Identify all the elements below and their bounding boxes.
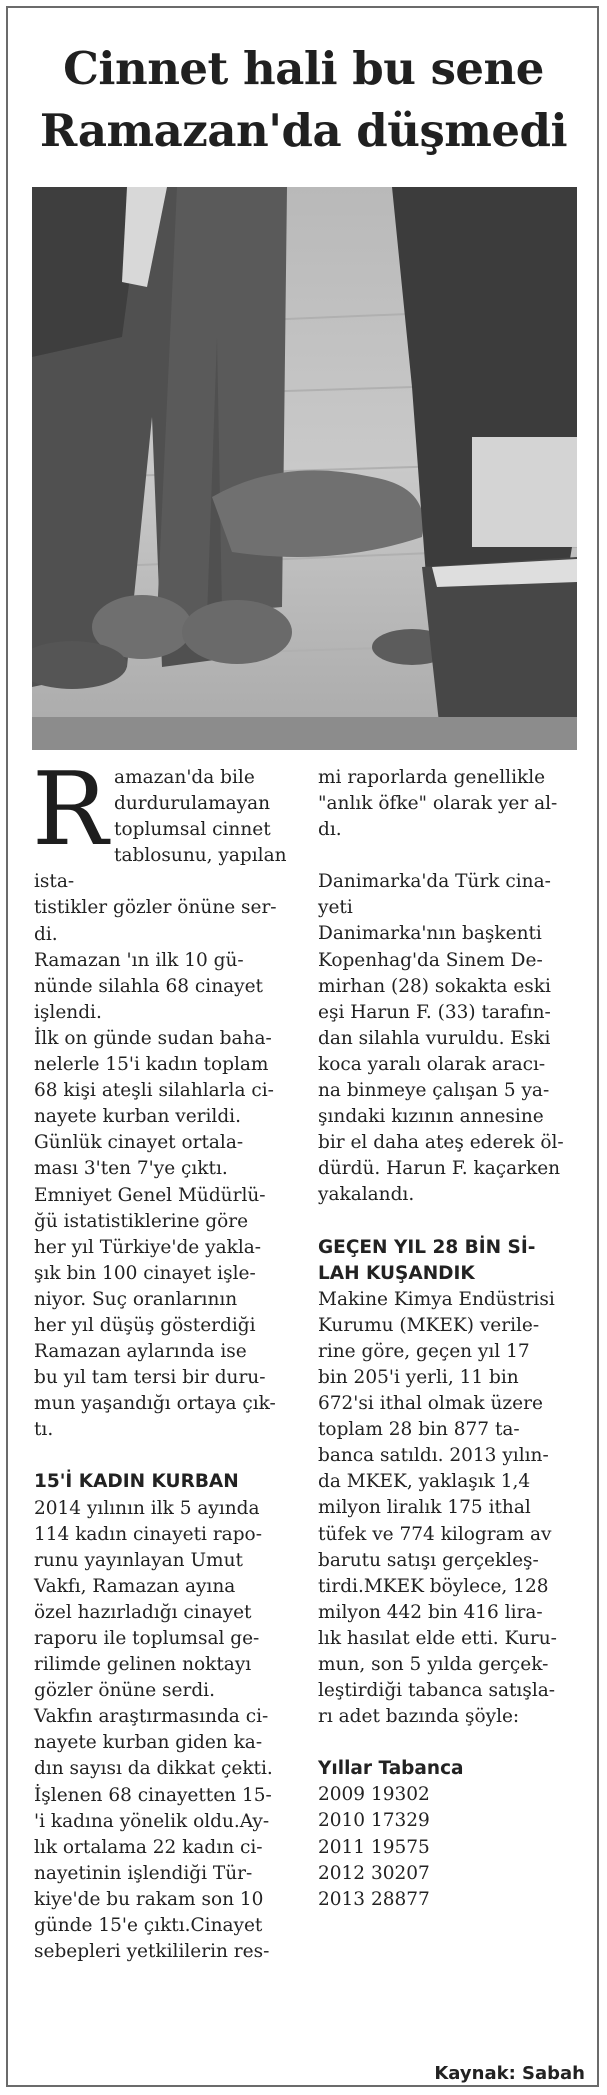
body-line: banca satıldı. 2013 yılın- [318, 1445, 549, 1467]
body-line: "anlık öfke" olarak yer al- [318, 793, 558, 815]
body-line: rı adet bazında şöyle: [318, 1706, 520, 1728]
table-row: 2013 28877 [318, 1888, 430, 1910]
body-line: 2014 yılının ilk 5 ayında [34, 1497, 260, 1519]
body-line: nayetinin işlendiği Tür- [34, 1862, 253, 1884]
body-line: eşi Harun F. (33) tarafın- [318, 1001, 551, 1023]
body-line: nayete kurban giden ka- [34, 1732, 263, 1754]
body-line: lık hasılat elde etti. Kuru- [318, 1627, 557, 1649]
body-line: 'i kadına yönelik oldu.Ay- [34, 1810, 270, 1832]
body-line: her yıl Türkiye'de yakla- [34, 1236, 262, 1258]
body-line: Kopenhag'da Sinem De- [318, 949, 543, 971]
body-line: runu yayınlayan Umut [34, 1549, 243, 1571]
body-line: dan silahla vuruldu. Eski [318, 1027, 551, 1049]
body-line: niyor. Suç oranlarının [34, 1288, 238, 1310]
body-line: amazan'da bile [114, 767, 255, 788]
body-line: durdurulamayan [114, 793, 271, 815]
body-line: bir el daha ateş ederek öl- [318, 1132, 564, 1154]
body-line: Vakfın araştırmasında ci- [34, 1706, 269, 1728]
body-line: İlk on günde sudan baha- [34, 1027, 272, 1049]
body-line: milyon liralık 175 ithal [318, 1497, 531, 1519]
body-line: ması 3'ten 7'ye çıktı. [34, 1158, 228, 1180]
body-line: gözler önüne serdi. [34, 1680, 215, 1702]
body-line: dı. [318, 819, 342, 841]
body-line: mirhan (28) sokakta eski [318, 975, 551, 997]
body-line: mun yaşandığı ortaya çık- [34, 1393, 276, 1415]
table-row: 2009 19302 [318, 1784, 430, 1806]
body-line: milyon 442 bin 416 lira- [318, 1601, 543, 1623]
body-line: mi raporlarda genellikle [318, 767, 546, 788]
headline-line-2: Ramazan'da düşmedi [39, 104, 568, 157]
body-line: tı. [34, 1419, 54, 1441]
body-line: di. [34, 923, 58, 945]
dropcap: R [32, 750, 109, 868]
body-line: Danimarka'nın başkenti [318, 923, 542, 945]
body-line: ğü istatistiklerine göre [34, 1210, 249, 1232]
body-line: Kurumu (MKEK) verile- [318, 1314, 540, 1336]
table-row: 2011 19575 [318, 1836, 430, 1858]
body-line: işlendi. [34, 1001, 102, 1023]
body-line: Vakfı, Ramazan ayına [34, 1575, 236, 1597]
body-line: rilimde gelinen noktayı [34, 1654, 252, 1676]
body-line: tablosunu, yapılan ista- [34, 845, 287, 893]
body-line: Ramazan aylarında ise [34, 1341, 247, 1363]
body-line: koca yaralı olarak aracı- [318, 1053, 546, 1075]
left-column [32, 750, 308, 1965]
body-line: Emniyet Genel Müdürlü- [34, 1184, 266, 1206]
body-line: bu yıl tam tersi bir duru- [34, 1367, 266, 1389]
body-line: tüfek ve 774 kilogram av [318, 1523, 552, 1545]
body-line: yeti [318, 897, 353, 919]
body-line: 114 kadın cinayeti rapo- [34, 1523, 262, 1545]
body-line: toplumsal cinnet [114, 819, 271, 841]
body-line: barutu satışı gerçekleş- [318, 1549, 539, 1571]
body-line: her yıl düşüş gösterdiği [34, 1314, 256, 1336]
subheading-gun-sales: GEÇEN YIL 28 BİN Sİ- [318, 1236, 536, 1258]
body-line: günde 15'e çıktı.Cinayet [34, 1915, 263, 1937]
body-line: şık bin 100 cinayet işle- [34, 1262, 256, 1284]
body-line: Ramazan 'ın ilk 10 gü- [34, 949, 244, 971]
body-line: nayete kurban verildi. [34, 1106, 241, 1128]
body-line: şındaki kızının annesine [318, 1106, 544, 1128]
subheading-gun-sales: LAH KUŞANDIK [318, 1262, 475, 1284]
right-column [318, 765, 592, 1913]
body-line: toplam 28 bin 877 ta- [318, 1419, 520, 1441]
body-line: raporu ile toplumsal ge- [34, 1628, 260, 1649]
headline-line-1: Cinnet hali bu sene [63, 42, 544, 95]
crime-scene-photo-icon [32, 187, 577, 750]
table-row: 2010 17329 [318, 1810, 430, 1832]
body-line: tistikler gözler önüne ser- [34, 897, 277, 919]
body-line: dürdü. Harun F. kaçarken [318, 1158, 561, 1180]
body-line: bin 205'i yerli, 11 bin [318, 1366, 519, 1388]
body-line: mun, son 5 yılda gerçek- [318, 1654, 549, 1675]
body-line: na binmeye çalışan 5 ya- [318, 1080, 550, 1102]
subheading-women-victims: 15'İ KADIN KURBAN [34, 1471, 239, 1493]
body-line: Danimarka'da Türk cina- [318, 871, 551, 893]
body-line: da MKEK, yaklaşık 1,4 [318, 1471, 531, 1493]
body-line: yakalandı. [318, 1184, 415, 1206]
body-line: sebepleri yetkililerin res- [34, 1941, 270, 1963]
body-line: Günlük cinayet ortala- [34, 1132, 244, 1154]
table-row: 2012 30207 [318, 1862, 430, 1884]
body-line: 672'si ithal olmak üzere [318, 1393, 543, 1415]
article-photo [32, 187, 577, 750]
body-line: İşlenen 68 cinayetten 15- [34, 1784, 272, 1806]
body-line: leştirdiği tabanca satışla- [318, 1680, 556, 1702]
body-line: tirdi.MKEK böylece, 128 [318, 1575, 549, 1597]
table-header: Yıllar Tabanca [318, 1758, 464, 1780]
body-line: rine göre, geçen yıl 17 [318, 1340, 530, 1362]
body-line: nünde silahla 68 cinayet [34, 975, 263, 997]
body-line: 68 kişi ateşli silahlarla ci- [34, 1080, 274, 1102]
body-line: Makine Kimya Endüstrisi [318, 1288, 555, 1310]
body-line: nelerle 15'i kadın toplam [34, 1054, 269, 1076]
body-line: lık ortalama 22 kadın ci- [34, 1836, 263, 1858]
body-line: dın sayısı da dikkat çekti. [34, 1758, 273, 1780]
source-credit: Kaynak: Sabah [434, 2063, 585, 2084]
headline [20, 38, 587, 162]
body-line: kiye'de bu rakam son 10 [34, 1888, 264, 1910]
body-line: özel hazırladığı cinayet [34, 1601, 252, 1623]
